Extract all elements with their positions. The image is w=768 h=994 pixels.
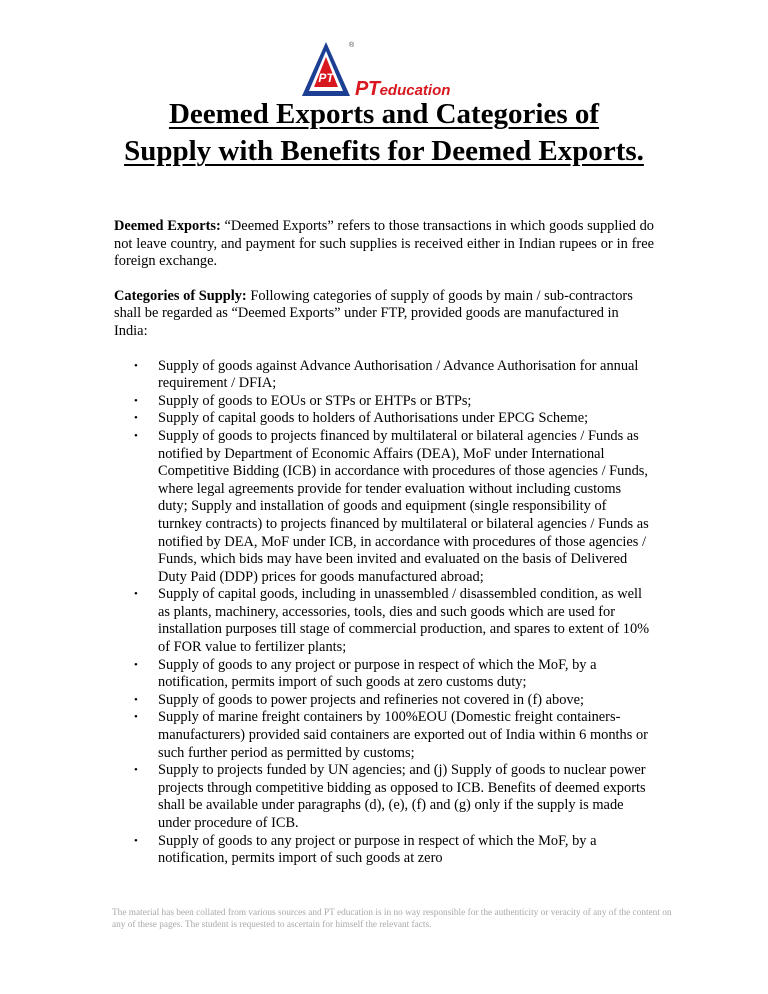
- brand-education: education: [379, 82, 451, 99]
- title-line-2: Supply with Benefits for Deemed Exports.: [124, 135, 644, 167]
- list-item: • Supply of goods to any project or purpose in respect of which the MoF, by a notification, permits import of such goods at zero: [158, 833, 654, 868]
- supply-categories-list: [114, 358, 654, 868]
- list-item: • Supply of goods to projects financed by multilateral or bilateral agencies / Funds as notified by Department of Economic Affairs (DEA), MoF under International Competitive Bidding (ICB) in accordance with procedures of those agencies / Funds, where legal agreements provide for tender evaluation without including customs duty; Supply and installation of goods and equipment (single responsibility of turnkey contracts) to projects financed by multilateral or bilateral agencies / Funds as notified by DEA, MoF under ICB, in accordance with procedures of those agencies / Funds, which bids may have been invited and evaluated on the basis of Delivered Duty Paid (DDP) prices for goods manufactured abroad;: [158, 428, 654, 586]
- list-item: • Supply of goods to EOUs or STPs or EHTPs or BTPs;: [158, 393, 654, 411]
- title-line-1: Deemed Exports and Categories of: [168, 98, 600, 130]
- logo-triangle-icon: [300, 40, 355, 98]
- list-item: • Supply of capital goods, including in unassembled / disassembled condition, as well as plants, machinery, accessories, tools, dies and such goods which are used for installation purposes till stage of commercial production, and spares to extent of 10% of FOR value to fertilizer plants;: [158, 586, 654, 656]
- categories-label: Categories of Supply:: [114, 287, 247, 304]
- list-item: • Supply of capital goods to holders of Authorisations under EPCG Scheme;: [158, 410, 654, 428]
- document-body: [114, 218, 654, 868]
- categories-paragraph: [114, 288, 654, 341]
- logo-mark-text: PT: [318, 71, 334, 85]
- list-item: • Supply of goods to any project or purpose in respect of which the MoF, by a notification, permits import of such goods at zero customs duty;: [158, 657, 654, 692]
- list-item: • Supply of goods to power projects and refineries not covered in (f) above;: [158, 692, 654, 710]
- categories-text: Following categories of supply of goods by main / sub-contractors shall be regarded as “Deemed Exports” under FTP, provided goods are manufactured in India:: [114, 287, 633, 339]
- registered-mark: ®: [349, 42, 355, 49]
- brand-pt: PT: [355, 78, 380, 100]
- disclaimer-footer: The material has been collated from various sources and PT education is in no way responsible for the authenticity or veracity of any of the content on any of these pages. The student is requested to ascertain for himself the relevant facts.: [112, 908, 672, 930]
- deemed-exports-paragraph: [114, 218, 654, 271]
- list-item: • Supply to projects funded by UN agencies; and (j) Supply of goods to nuclear power projects through competitive bidding as opposed to ICB. Benefits of deemed exports shall be available under paragraphs (d), (e), (f) and (g) only if the supply is made under procedure of ICB.: [158, 762, 654, 832]
- deemed-exports-text: “Deemed Exports” refers to those transactions in which goods supplied do not leave country, and payment for such supplies is received either in Indian rupees or in free foreign exchange.: [114, 218, 655, 270]
- page-title: [0, 96, 768, 170]
- deemed-exports-label: Deemed Exports:: [114, 218, 221, 234]
- pt-education-logo: [300, 40, 470, 100]
- list-item: • Supply of goods against Advance Authorisation / Advance Authorisation for annual requirement / DFIA;: [158, 358, 654, 393]
- list-item: • Supply of marine freight containers by 100%EOU (Domestic freight containers-manufacturers) provided said containers are exported out of India within 6 months or such further period as permitted by customs;: [158, 709, 654, 762]
